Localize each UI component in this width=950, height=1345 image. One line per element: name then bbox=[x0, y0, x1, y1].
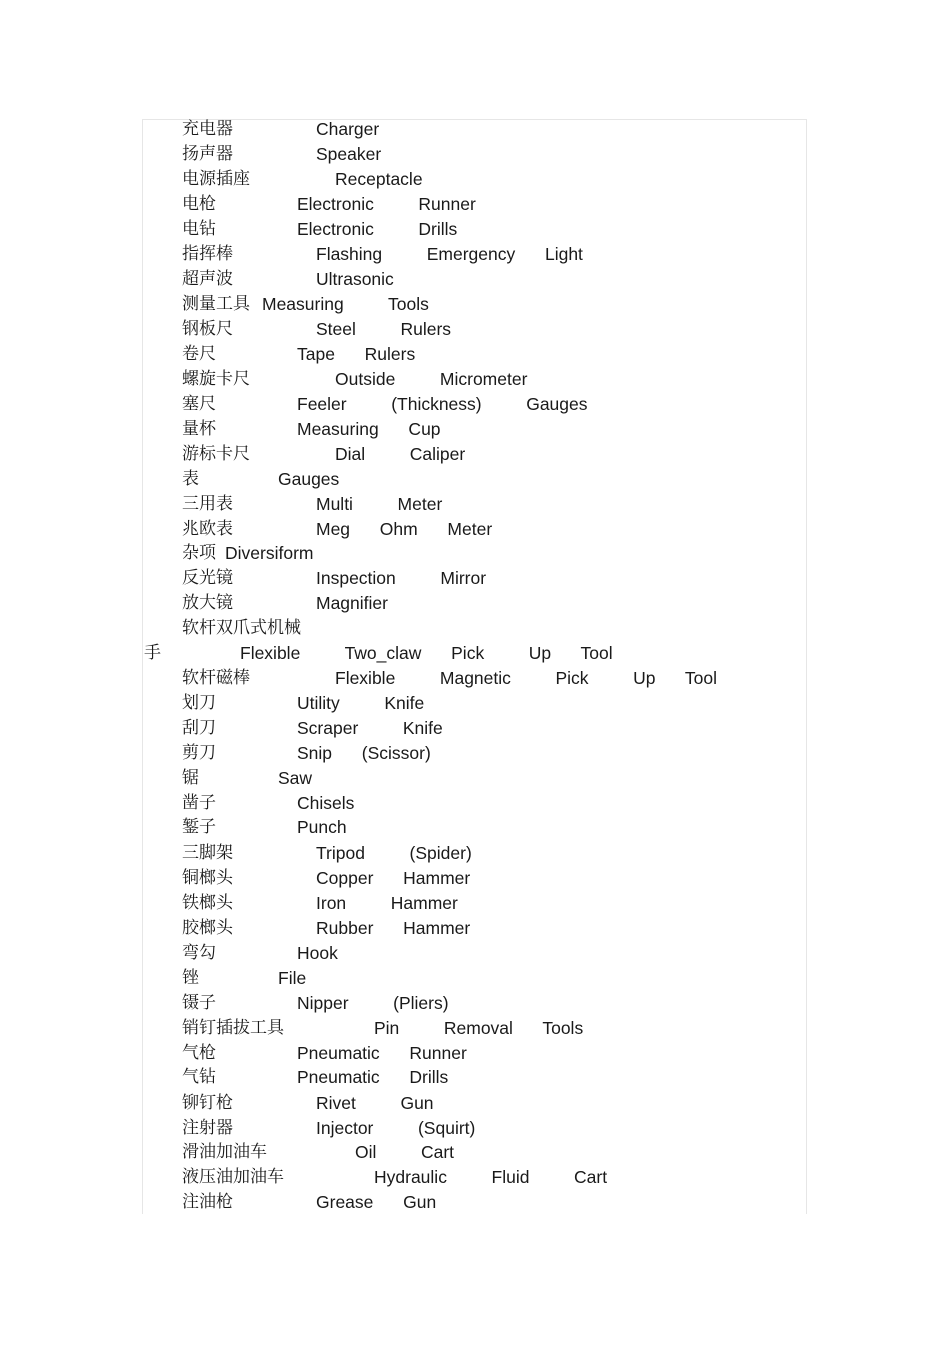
chinese-term: 錾子 bbox=[182, 817, 216, 837]
chinese-term: 凿子 bbox=[182, 793, 216, 813]
english-term: Flexible Magnetic Pick Up Tool bbox=[335, 668, 718, 688]
english-term: Injector (Squirt) bbox=[316, 1118, 476, 1138]
chinese-term: 卷尺 bbox=[182, 344, 216, 364]
glossary-entry bbox=[0, 242, 950, 267]
english-term: Oil Cart bbox=[355, 1142, 455, 1162]
chinese-term: 杂项 bbox=[182, 543, 216, 563]
english-term: Hydraulic Fluid Cart bbox=[374, 1167, 608, 1187]
chinese-term: 胶榔头 bbox=[182, 918, 233, 938]
english-term: Magnifier bbox=[316, 593, 388, 613]
chinese-term: 三脚架 bbox=[182, 843, 233, 863]
chinese-term: 软杆双爪式机械 bbox=[182, 618, 301, 638]
english-term: Speaker bbox=[316, 144, 382, 164]
chinese-term: 塞尺 bbox=[182, 394, 216, 414]
glossary-entry bbox=[0, 616, 950, 641]
english-term: Meg Ohm Meter bbox=[316, 519, 493, 539]
glossary-entry bbox=[0, 991, 950, 1016]
glossary-entry bbox=[0, 1016, 950, 1041]
english-term: Pneumatic Drills bbox=[297, 1067, 449, 1087]
chinese-term: 销钉插拔工具 bbox=[182, 1018, 284, 1038]
english-term: Utility Knife bbox=[297, 693, 425, 713]
chinese-term: 兆欧表 bbox=[182, 519, 233, 539]
glossary-entry bbox=[0, 916, 950, 941]
english-term: Dial Caliper bbox=[335, 444, 466, 464]
english-term: Feeler (Thickness) Gauges bbox=[297, 394, 588, 414]
english-term: Receptacle bbox=[335, 169, 423, 189]
glossary-entry bbox=[0, 891, 950, 916]
chinese-term: 铆钉枪 bbox=[182, 1093, 233, 1113]
chinese-term: 反光镜 bbox=[182, 568, 233, 588]
chinese-term: 表 bbox=[182, 469, 199, 489]
glossary-entry bbox=[0, 417, 950, 442]
english-term: Measuring Tools bbox=[262, 294, 429, 314]
english-term: Nipper (Pliers) bbox=[297, 993, 449, 1013]
chinese-term: 剪刀 bbox=[182, 743, 216, 763]
english-term: Inspection Mirror bbox=[316, 568, 487, 588]
glossary-entry bbox=[0, 566, 950, 591]
chinese-term: 软杆磁棒 bbox=[182, 668, 250, 688]
chinese-term: 三用表 bbox=[182, 494, 233, 514]
english-term: Rivet Gun bbox=[316, 1093, 434, 1113]
english-term: Gauges bbox=[278, 469, 340, 489]
chinese-term: 量杯 bbox=[182, 419, 216, 439]
english-term: Tape Rulers bbox=[297, 344, 416, 364]
glossary-entry bbox=[0, 317, 950, 342]
english-term: Charger bbox=[316, 119, 380, 139]
chinese-term: 刮刀 bbox=[182, 718, 216, 738]
english-term: Saw bbox=[278, 768, 313, 788]
glossary-entry bbox=[0, 666, 950, 691]
glossary-entry bbox=[0, 1190, 950, 1215]
chinese-term: 电源插座 bbox=[182, 169, 250, 189]
chinese-term: 测量工具 bbox=[182, 294, 250, 314]
glossary-entry bbox=[0, 1041, 950, 1066]
english-term: File bbox=[278, 968, 307, 988]
glossary-entry bbox=[0, 766, 950, 791]
glossary-entry bbox=[0, 1140, 950, 1165]
english-term: Steel Rulers bbox=[316, 319, 452, 339]
glossary-entry bbox=[0, 217, 950, 242]
chinese-term: 电枪 bbox=[182, 194, 216, 214]
glossary-entry bbox=[0, 541, 950, 566]
glossary-entry bbox=[0, 292, 950, 317]
glossary-entry bbox=[0, 167, 950, 192]
chinese-term: 扬声器 bbox=[182, 144, 233, 164]
english-term: Scraper Knife bbox=[297, 718, 443, 738]
glossary-entry bbox=[0, 866, 950, 891]
chinese-term: 锉 bbox=[182, 968, 199, 988]
chinese-term: 铜榔头 bbox=[182, 868, 233, 888]
english-term: Pin Removal Tools bbox=[374, 1018, 584, 1038]
chinese-term: 镊子 bbox=[182, 993, 216, 1013]
glossary-entry bbox=[0, 1065, 950, 1090]
glossary-entry bbox=[0, 492, 950, 517]
glossary-entry bbox=[0, 791, 950, 816]
english-term: Multi Meter bbox=[316, 494, 443, 514]
glossary-entry bbox=[0, 442, 950, 467]
english-term: Pneumatic Runner bbox=[297, 1043, 467, 1063]
chinese-term: 超声波 bbox=[182, 269, 233, 289]
glossary-entry bbox=[0, 641, 950, 666]
english-term: Copper Hammer bbox=[316, 868, 471, 888]
chinese-term: 铁榔头 bbox=[182, 893, 233, 913]
english-term: Snip (Scissor) bbox=[297, 743, 431, 763]
glossary-entry bbox=[0, 467, 950, 492]
chinese-term: 手 bbox=[144, 643, 161, 663]
glossary-entry bbox=[0, 392, 950, 417]
chinese-term: 螺旋卡尺 bbox=[182, 369, 250, 389]
english-term: Diversiform bbox=[225, 543, 314, 563]
chinese-term: 指挥棒 bbox=[182, 244, 233, 264]
chinese-term: 锯 bbox=[182, 768, 199, 788]
chinese-term: 放大镜 bbox=[182, 593, 233, 613]
english-term: Electronic Drills bbox=[297, 219, 458, 239]
glossary-entry bbox=[0, 691, 950, 716]
glossary-entry bbox=[0, 142, 950, 167]
chinese-term: 电钻 bbox=[182, 219, 216, 239]
english-term: Rubber Hammer bbox=[316, 918, 471, 938]
english-term: Electronic Runner bbox=[297, 194, 476, 214]
glossary-entry bbox=[0, 117, 950, 142]
chinese-term: 充电器 bbox=[182, 119, 233, 139]
english-term: Chisels bbox=[297, 793, 355, 813]
chinese-term: 钢板尺 bbox=[182, 319, 233, 339]
chinese-term: 气枪 bbox=[182, 1043, 216, 1063]
glossary-entry bbox=[0, 941, 950, 966]
glossary-entry bbox=[0, 517, 950, 542]
chinese-term: 游标卡尺 bbox=[182, 444, 250, 464]
english-term: Tripod (Spider) bbox=[316, 843, 472, 863]
chinese-term: 注油枪 bbox=[182, 1192, 233, 1212]
chinese-term: 滑油加油车 bbox=[182, 1142, 267, 1162]
english-term: Outside Micrometer bbox=[335, 369, 528, 389]
glossary-entry bbox=[0, 1091, 950, 1116]
glossary-entry bbox=[0, 192, 950, 217]
english-term: Punch bbox=[297, 817, 347, 837]
chinese-term: 弯勾 bbox=[182, 943, 216, 963]
chinese-term: 划刀 bbox=[182, 693, 216, 713]
english-term: Ultrasonic bbox=[316, 269, 394, 289]
chinese-term: 注射器 bbox=[182, 1118, 233, 1138]
english-term: Grease Gun bbox=[316, 1192, 437, 1212]
english-term: Iron Hammer bbox=[316, 893, 458, 913]
english-term: Measuring Cup bbox=[297, 419, 441, 439]
glossary-entry bbox=[0, 716, 950, 741]
english-term: Flexible Two_claw Pick Up Tool bbox=[240, 643, 613, 663]
glossary-entry bbox=[0, 1116, 950, 1141]
english-term: Hook bbox=[297, 943, 338, 963]
glossary-entry bbox=[0, 966, 950, 991]
chinese-term: 液压油加油车 bbox=[182, 1167, 284, 1187]
glossary-entry bbox=[0, 741, 950, 766]
glossary-entry bbox=[0, 267, 950, 292]
glossary-entry bbox=[0, 342, 950, 367]
chinese-term: 气钻 bbox=[182, 1067, 216, 1087]
english-term: Flashing Emergency Light bbox=[316, 244, 583, 264]
glossary-entry bbox=[0, 1165, 950, 1190]
glossary-entry bbox=[0, 815, 950, 840]
glossary-entry bbox=[0, 591, 950, 616]
glossary-entry bbox=[0, 841, 950, 866]
glossary-entry bbox=[0, 367, 950, 392]
